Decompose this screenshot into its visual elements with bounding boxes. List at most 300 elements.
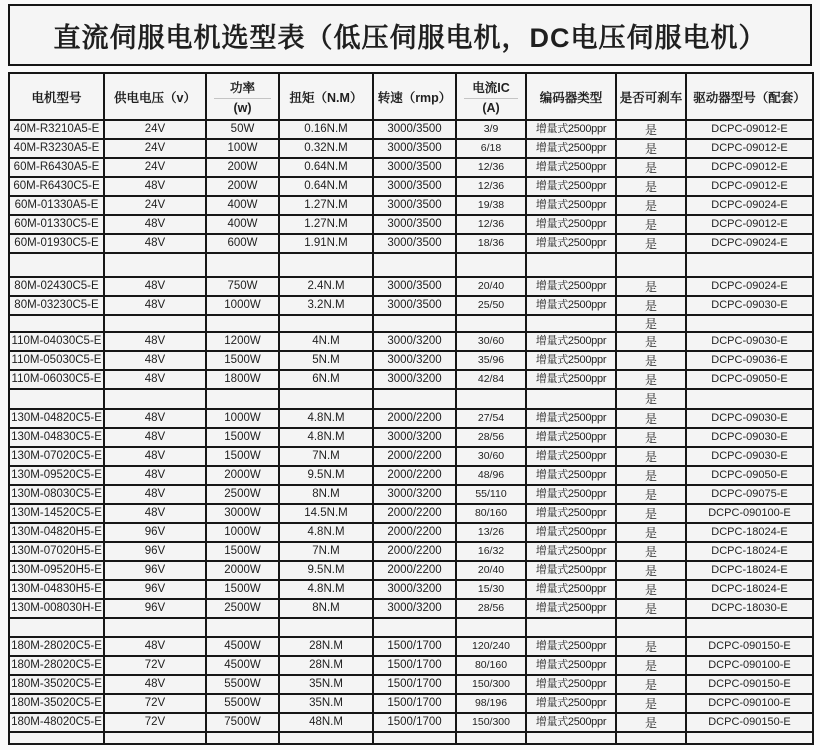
cell-torque: 9.5N.M — [279, 466, 373, 485]
cell-brake: 是 — [616, 428, 686, 447]
cell-current: 12/36 — [456, 158, 526, 177]
cell-torque: 0.64N.M — [279, 158, 373, 177]
cell-voltage: 48V — [104, 332, 206, 351]
cell-driver: DCPC-090150-E — [686, 637, 813, 656]
cell-torque: 35N.M — [279, 694, 373, 713]
cell-driver: DCPC-09024-E — [686, 234, 813, 253]
cell-power — [206, 618, 279, 637]
cell-voltage: 96V — [104, 580, 206, 599]
cell-model: 130M-09520H5-E — [9, 561, 104, 580]
cell-torque: 0.64N.M — [279, 177, 373, 196]
cell-speed: 2000/2200 — [373, 409, 456, 428]
cell-speed: 3000/3500 — [373, 158, 456, 177]
cell-voltage: 48V — [104, 234, 206, 253]
cell-power: 1500W — [206, 542, 279, 561]
cell-brake: 是 — [616, 139, 686, 158]
column-header-driver: 驱动器型号（配套） — [686, 73, 813, 120]
cell-speed: 3000/3500 — [373, 215, 456, 234]
cell-voltage: 48V — [104, 370, 206, 389]
cell-power: 5500W — [206, 694, 279, 713]
cell-model: 130M-04820C5-E — [9, 409, 104, 428]
cell-speed: 3000/3200 — [373, 351, 456, 370]
table-row — [9, 561, 813, 580]
cell-speed: 3000/3500 — [373, 139, 456, 158]
cell-speed — [373, 732, 456, 744]
column-header-unit: (w) — [233, 101, 252, 115]
cell-brake: 是 — [616, 351, 686, 370]
cell-model: 180M-35020C5-E — [9, 675, 104, 694]
column-header-model: 电机型号 — [9, 73, 104, 120]
cell-power: 5500W — [206, 675, 279, 694]
column-header-label: 功率 — [214, 78, 271, 99]
cell-voltage: 48V — [104, 351, 206, 370]
cell-brake: 是 — [616, 504, 686, 523]
cell-speed: 3000/3500 — [373, 196, 456, 215]
cell-current: 150/300 — [456, 675, 526, 694]
cell-current — [456, 732, 526, 744]
cell-power: 4500W — [206, 656, 279, 675]
cell-driver: DCPC-090100-E — [686, 694, 813, 713]
cell-torque: 5N.M — [279, 351, 373, 370]
cell-torque: 8N.M — [279, 599, 373, 618]
cell-torque: 4.8N.M — [279, 428, 373, 447]
cell-speed — [373, 253, 456, 277]
cell-driver: DCPC-18030-E — [686, 599, 813, 618]
cell-power: 400W — [206, 215, 279, 234]
table-row — [9, 504, 813, 523]
cell-power: 100W — [206, 139, 279, 158]
table-row — [9, 656, 813, 675]
cell-voltage: 96V — [104, 599, 206, 618]
cell-model: 110M-04030C5-E — [9, 332, 104, 351]
cell-voltage: 24V — [104, 139, 206, 158]
cell-voltage: 72V — [104, 694, 206, 713]
cell-voltage: 48V — [104, 177, 206, 196]
cell-voltage: 48V — [104, 447, 206, 466]
cell-torque: 28N.M — [279, 637, 373, 656]
cell-power: 600W — [206, 234, 279, 253]
cell-brake: 是 — [616, 234, 686, 253]
cell-driver: DCPC-09030-E — [686, 332, 813, 351]
cell-power: 1500W — [206, 447, 279, 466]
cell-driver: DCPC-09012-E — [686, 139, 813, 158]
cell-speed: 3000/3500 — [373, 277, 456, 296]
separator-row — [9, 253, 813, 277]
cell-encoder: 增量式2500ppr — [526, 656, 616, 675]
cell-voltage — [104, 389, 206, 409]
cell-speed: 3000/3500 — [373, 234, 456, 253]
cell-current: 12/36 — [456, 215, 526, 234]
cell-model: 180M-28020C5-E — [9, 637, 104, 656]
cell-encoder: 增量式2500ppr — [526, 296, 616, 315]
cell-voltage: 96V — [104, 523, 206, 542]
table-row — [9, 196, 813, 215]
cell-voltage: 48V — [104, 675, 206, 694]
cell-current: 30/60 — [456, 332, 526, 351]
cell-model: 180M-48020C5-E — [9, 713, 104, 732]
table-row — [9, 277, 813, 296]
cell-power — [206, 389, 279, 409]
cell-encoder: 增量式2500ppr — [526, 523, 616, 542]
cell-driver: DCPC-09012-E — [686, 158, 813, 177]
cell-current: 80/160 — [456, 504, 526, 523]
cell-model: 130M-07020C5-E — [9, 447, 104, 466]
table-row — [9, 120, 813, 139]
cell-encoder: 增量式2500ppr — [526, 561, 616, 580]
table-header — [9, 73, 813, 120]
motor-selection-table — [8, 72, 814, 745]
separator-row — [9, 389, 813, 409]
cell-current — [456, 389, 526, 409]
cell-current: 16/32 — [456, 542, 526, 561]
cell-brake: 是 — [616, 523, 686, 542]
cell-model: 130M-14520C5-E — [9, 504, 104, 523]
cell-encoder: 增量式2500ppr — [526, 675, 616, 694]
cell-encoder — [526, 618, 616, 637]
cell-driver: DCPC-09030-E — [686, 296, 813, 315]
cell-torque: 35N.M — [279, 675, 373, 694]
cell-voltage: 48V — [104, 637, 206, 656]
column-header-torque: 扭矩（N.M） — [279, 73, 373, 120]
cell-encoder: 增量式2500ppr — [526, 694, 616, 713]
cell-brake: 是 — [616, 177, 686, 196]
cell-driver — [686, 389, 813, 409]
cell-brake: 是 — [616, 580, 686, 599]
cell-driver: DCPC-09050-E — [686, 370, 813, 389]
separator-row — [9, 732, 813, 744]
cell-driver — [686, 732, 813, 744]
cell-driver: DCPC-09012-E — [686, 177, 813, 196]
cell-power: 750W — [206, 277, 279, 296]
cell-model — [9, 389, 104, 409]
cell-brake: 是 — [616, 447, 686, 466]
cell-model — [9, 732, 104, 744]
cell-power: 400W — [206, 196, 279, 215]
cell-encoder: 增量式2500ppr — [526, 409, 616, 428]
cell-torque: 7N.M — [279, 447, 373, 466]
table-row — [9, 713, 813, 732]
cell-brake — [616, 618, 686, 637]
table-body — [9, 120, 813, 744]
cell-driver — [686, 618, 813, 637]
cell-current: 3/9 — [456, 120, 526, 139]
cell-brake: 是 — [616, 158, 686, 177]
cell-driver: DCPC-09012-E — [686, 215, 813, 234]
cell-encoder: 增量式2500ppr — [526, 234, 616, 253]
table-row — [9, 370, 813, 389]
cell-voltage: 24V — [104, 120, 206, 139]
cell-torque: 2.4N.M — [279, 277, 373, 296]
cell-model: 60M-R6430C5-E — [9, 177, 104, 196]
cell-driver: DCPC-090100-E — [686, 656, 813, 675]
cell-power: 1500W — [206, 428, 279, 447]
cell-speed: 3000/3200 — [373, 370, 456, 389]
cell-encoder: 增量式2500ppr — [526, 158, 616, 177]
cell-driver: DCPC-09024-E — [686, 196, 813, 215]
cell-voltage: 48V — [104, 215, 206, 234]
cell-driver: DCPC-09075-E — [686, 485, 813, 504]
cell-model: 40M-R3230A5-E — [9, 139, 104, 158]
table-row — [9, 215, 813, 234]
cell-encoder: 增量式2500ppr — [526, 277, 616, 296]
cell-torque — [279, 732, 373, 744]
cell-speed: 3000/3200 — [373, 332, 456, 351]
column-header-brake: 是否可刹车 — [616, 73, 686, 120]
table-row — [9, 332, 813, 351]
cell-speed: 3000/3200 — [373, 599, 456, 618]
cell-model: 130M-04820H5-E — [9, 523, 104, 542]
cell-power: 200W — [206, 177, 279, 196]
column-header-speed: 转速（rmp） — [373, 73, 456, 120]
cell-brake: 是 — [616, 315, 686, 332]
cell-speed: 3000/3500 — [373, 177, 456, 196]
cell-current: 6/18 — [456, 139, 526, 158]
column-header-unit: (A) — [482, 101, 500, 115]
cell-speed: 1500/1700 — [373, 637, 456, 656]
cell-current: 120/240 — [456, 637, 526, 656]
cell-current: 12/36 — [456, 177, 526, 196]
cell-current: 18/36 — [456, 234, 526, 253]
cell-power: 2500W — [206, 599, 279, 618]
cell-torque: 4.8N.M — [279, 409, 373, 428]
cell-voltage — [104, 732, 206, 744]
cell-encoder: 增量式2500ppr — [526, 428, 616, 447]
cell-brake — [616, 732, 686, 744]
cell-power: 50W — [206, 120, 279, 139]
cell-speed: 1500/1700 — [373, 694, 456, 713]
cell-encoder: 增量式2500ppr — [526, 599, 616, 618]
cell-current: 28/56 — [456, 599, 526, 618]
cell-torque — [279, 253, 373, 277]
cell-speed: 1500/1700 — [373, 656, 456, 675]
separator-row — [9, 315, 813, 332]
cell-speed: 2000/2200 — [373, 523, 456, 542]
cell-current — [456, 315, 526, 332]
cell-speed — [373, 315, 456, 332]
table-row — [9, 158, 813, 177]
cell-brake: 是 — [616, 409, 686, 428]
cell-current: 35/96 — [456, 351, 526, 370]
cell-brake: 是 — [616, 215, 686, 234]
cell-power: 3000W — [206, 504, 279, 523]
table-row — [9, 177, 813, 196]
cell-model — [9, 315, 104, 332]
cell-model: 130M-008030H-E — [9, 599, 104, 618]
column-header-encoder: 编码器类型 — [526, 73, 616, 120]
cell-torque: 4.8N.M — [279, 523, 373, 542]
cell-driver: DCPC-18024-E — [686, 580, 813, 599]
separator-row — [9, 618, 813, 637]
cell-power: 2000W — [206, 466, 279, 485]
cell-current: 13/26 — [456, 523, 526, 542]
cell-model: 130M-08030C5-E — [9, 485, 104, 504]
cell-current: 15/30 — [456, 580, 526, 599]
cell-model: 130M-04830H5-E — [9, 580, 104, 599]
cell-brake: 是 — [616, 296, 686, 315]
cell-power: 1000W — [206, 523, 279, 542]
cell-model: 60M-01330A5-E — [9, 196, 104, 215]
table-title-box — [8, 4, 812, 66]
cell-power: 2500W — [206, 485, 279, 504]
cell-encoder: 增量式2500ppr — [526, 196, 616, 215]
table-row — [9, 466, 813, 485]
cell-model: 80M-02430C5-E — [9, 277, 104, 296]
cell-speed — [373, 389, 456, 409]
cell-model: 40M-R3210A5-E — [9, 120, 104, 139]
cell-torque: 7N.M — [279, 542, 373, 561]
cell-model: 130M-04830C5-E — [9, 428, 104, 447]
cell-driver: DCPC-090150-E — [686, 675, 813, 694]
cell-voltage: 48V — [104, 428, 206, 447]
cell-driver: DCPC-09024-E — [686, 277, 813, 296]
cell-voltage: 72V — [104, 656, 206, 675]
cell-driver: DCPC-18024-E — [686, 542, 813, 561]
table-row — [9, 234, 813, 253]
cell-brake: 是 — [616, 599, 686, 618]
table-row — [9, 139, 813, 158]
cell-driver — [686, 315, 813, 332]
cell-encoder: 增量式2500ppr — [526, 370, 616, 389]
cell-speed: 3000/3500 — [373, 120, 456, 139]
cell-encoder: 增量式2500ppr — [526, 713, 616, 732]
cell-driver: DCPC-09012-E — [686, 120, 813, 139]
cell-brake: 是 — [616, 656, 686, 675]
cell-model: 60M-R6430A5-E — [9, 158, 104, 177]
cell-encoder: 增量式2500ppr — [526, 542, 616, 561]
cell-model: 130M-09520C5-E — [9, 466, 104, 485]
cell-power: 1200W — [206, 332, 279, 351]
cell-model: 60M-01330C5-E — [9, 215, 104, 234]
cell-model: 60M-01930C5-E — [9, 234, 104, 253]
cell-speed: 2000/2200 — [373, 504, 456, 523]
cell-speed: 3000/3500 — [373, 296, 456, 315]
cell-model — [9, 618, 104, 637]
cell-torque — [279, 618, 373, 637]
cell-brake: 是 — [616, 542, 686, 561]
cell-encoder: 增量式2500ppr — [526, 120, 616, 139]
cell-encoder — [526, 389, 616, 409]
cell-speed: 3000/3200 — [373, 428, 456, 447]
cell-torque — [279, 389, 373, 409]
table-row — [9, 296, 813, 315]
cell-speed — [373, 618, 456, 637]
cell-voltage — [104, 315, 206, 332]
table-row — [9, 523, 813, 542]
cell-brake: 是 — [616, 196, 686, 215]
column-header-label: 电流IC — [464, 78, 518, 99]
page-title: 直流伺服电机选型表（低压伺服电机，DC电压伺服电机） — [53, 22, 767, 53]
cell-current: 150/300 — [456, 713, 526, 732]
cell-torque: 0.16N.M — [279, 120, 373, 139]
cell-driver: DCPC-18024-E — [686, 561, 813, 580]
table-row — [9, 428, 813, 447]
cell-power: 2000W — [206, 561, 279, 580]
cell-torque: 6N.M — [279, 370, 373, 389]
cell-driver: DCPC-09030-E — [686, 447, 813, 466]
cell-model: 80M-03230C5-E — [9, 296, 104, 315]
cell-voltage: 48V — [104, 296, 206, 315]
cell-current: 98/196 — [456, 694, 526, 713]
cell-voltage — [104, 618, 206, 637]
cell-power — [206, 732, 279, 744]
cell-model: 130M-07020H5-E — [9, 542, 104, 561]
cell-current — [456, 618, 526, 637]
cell-brake — [616, 253, 686, 277]
cell-voltage — [104, 253, 206, 277]
cell-current: 42/84 — [456, 370, 526, 389]
cell-voltage: 72V — [104, 713, 206, 732]
cell-speed: 2000/2200 — [373, 542, 456, 561]
cell-brake: 是 — [616, 389, 686, 409]
cell-voltage: 24V — [104, 158, 206, 177]
cell-power: 1000W — [206, 409, 279, 428]
cell-voltage: 24V — [104, 196, 206, 215]
cell-torque: 0.32N.M — [279, 139, 373, 158]
cell-encoder: 增量式2500ppr — [526, 485, 616, 504]
cell-encoder: 增量式2500ppr — [526, 215, 616, 234]
cell-voltage: 48V — [104, 485, 206, 504]
table-row — [9, 637, 813, 656]
cell-brake: 是 — [616, 637, 686, 656]
cell-driver: DCPC-18024-E — [686, 523, 813, 542]
cell-speed: 2000/2200 — [373, 466, 456, 485]
cell-voltage: 48V — [104, 466, 206, 485]
cell-driver: DCPC-09030-E — [686, 428, 813, 447]
cell-speed: 1500/1700 — [373, 675, 456, 694]
cell-model: 110M-06030C5-E — [9, 370, 104, 389]
cell-torque: 14.5N.M — [279, 504, 373, 523]
cell-brake: 是 — [616, 332, 686, 351]
cell-encoder — [526, 732, 616, 744]
cell-encoder: 增量式2500ppr — [526, 504, 616, 523]
cell-power: 200W — [206, 158, 279, 177]
column-header-voltage: 供电电压（v） — [104, 73, 206, 120]
cell-model: 180M-35020C5-E — [9, 694, 104, 713]
cell-torque: 28N.M — [279, 656, 373, 675]
cell-driver: DCPC-09036-E — [686, 351, 813, 370]
cell-current: 20/40 — [456, 561, 526, 580]
table-row — [9, 580, 813, 599]
cell-torque: 4N.M — [279, 332, 373, 351]
cell-brake: 是 — [616, 370, 686, 389]
cell-torque: 8N.M — [279, 485, 373, 504]
cell-encoder: 增量式2500ppr — [526, 580, 616, 599]
cell-power: 1800W — [206, 370, 279, 389]
cell-torque: 1.27N.M — [279, 215, 373, 234]
cell-current — [456, 253, 526, 277]
cell-torque: 1.27N.M — [279, 196, 373, 215]
cell-driver — [686, 253, 813, 277]
cell-torque: 1.91N.M — [279, 234, 373, 253]
column-header-power — [206, 73, 279, 120]
cell-brake: 是 — [616, 485, 686, 504]
cell-power: 7500W — [206, 713, 279, 732]
cell-current: 30/60 — [456, 447, 526, 466]
cell-encoder: 增量式2500ppr — [526, 332, 616, 351]
cell-model: 180M-28020C5-E — [9, 656, 104, 675]
header-row — [9, 73, 813, 120]
cell-driver: DCPC-09030-E — [686, 409, 813, 428]
cell-encoder: 增量式2500ppr — [526, 637, 616, 656]
cell-current: 48/96 — [456, 466, 526, 485]
cell-speed: 2000/2200 — [373, 447, 456, 466]
cell-power: 1500W — [206, 351, 279, 370]
table-row — [9, 447, 813, 466]
cell-current: 25/50 — [456, 296, 526, 315]
cell-encoder: 增量式2500ppr — [526, 447, 616, 466]
cell-model: 110M-05030C5-E — [9, 351, 104, 370]
cell-brake: 是 — [616, 277, 686, 296]
